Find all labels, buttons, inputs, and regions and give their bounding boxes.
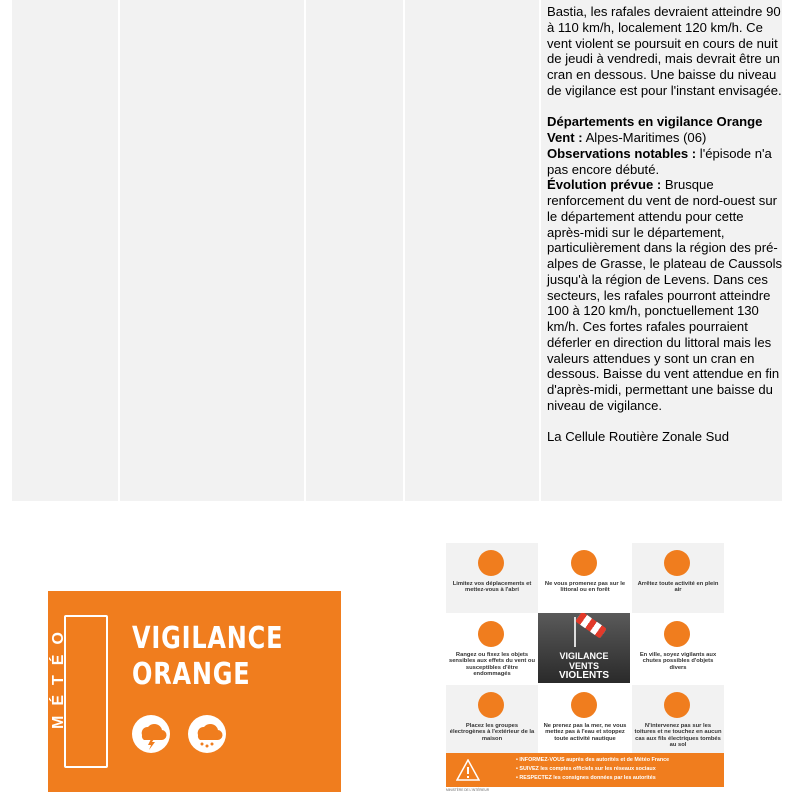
evolution-value: Brusque renforcement du vent de nord-ouest sur le département attendu pour cette après-midi sur le département, particulièrement dans la région des pré-alpes de Grasse, le plateau de Caussols jusqu'à la région de Levens. Dans ces secteurs, les rafales pourront atteindre 100 à 120 km/h, ponctuellement 130 km/h. Ces fortes rafales pourraient déferler en direction du littoral mais les valeurs attendues y sont un cran en dessous. Baisse du vent attendue en fin d'après-midi, permettant une baisse du niveau de vigilance. — [547, 177, 783, 413]
poster-cell: En ville, soyez vigilants aux chutes possibles d'objets divers — [632, 614, 724, 684]
vents-violents-poster — [446, 543, 724, 796]
table-cell-2 — [120, 0, 304, 501]
evolution-label: Évolution prévue : — [547, 177, 662, 193]
car-icon — [478, 550, 504, 576]
poster-cell: Arrêtez toute activité en plein air — [632, 543, 724, 613]
paragraph-bastia: Bastia, les rafales devraient atteindre 90 à 110 km/h, localement 120 km/h. Ce vent violent se poursuit en cours de nuit de jeudi à vendredi, mais devrait être un cran en dessous. Une baisse du niveau de vigilance est pour l'instant envisagée. — [547, 4, 782, 98]
poster-cell: Placez les groupes électrogènes à l'extérieur de la maison — [446, 685, 538, 755]
poster-cell: N'intervenez pas sur les toitures et ne touchez en aucun cas aux fils électriques tombés au sol — [632, 685, 724, 755]
poster-cell: Rangez ou fixez les objets sensibles aux effets du vent ou susceptibles d'être endommagés — [446, 614, 538, 684]
orange-title: ORANGE — [132, 657, 251, 692]
windsock-photo: VIGILANCE VENTS VIOLENTS — [538, 613, 630, 683]
bulletin-text — [547, 4, 783, 445]
poster-footer: MINISTÈRE DE L'INTÉRIEUR — [446, 788, 490, 792]
observations-value: l'épisode n'a pas encore débuté. — [547, 145, 772, 177]
sea-icon — [571, 692, 597, 718]
walker-icon — [571, 550, 597, 576]
poster-cell: Ne vous promenez pas sur le littoral ou en forêt — [539, 543, 631, 613]
roof-icon — [664, 692, 690, 718]
rain-icon — [188, 715, 226, 753]
vigilance-orange-card — [48, 591, 341, 792]
poster-cell: Limitez vos déplacements et mettez-vous à l'abri — [446, 543, 538, 613]
section-heading: Départements en vigilance Orange — [547, 114, 763, 130]
storm-icon — [132, 715, 170, 753]
poster-cell: Ne prenez pas la mer, ne vous mettez pas à l'eau et stoppez toute activité nautique — [539, 685, 631, 755]
table-cell-1 — [12, 0, 118, 501]
vent-value: Alpes-Maritimes (06) — [582, 130, 707, 145]
umbrella-icon — [478, 621, 504, 647]
vent-label: Vent : — [547, 130, 583, 145]
warning-icon — [456, 759, 480, 781]
meteo-label: MÉTÉO — [50, 622, 67, 729]
signature: La Cellule Routière Zonale Sud — [547, 429, 729, 445]
table-cell-4 — [405, 0, 539, 501]
observations-label: Observations notables : — [547, 145, 697, 161]
table-cell-3 — [306, 0, 403, 501]
generator-icon — [478, 692, 504, 718]
falling-objects-icon — [664, 621, 690, 647]
info-banner: • INFORMEZ-VOUS auprès des autorités et de Météo France • SUIVEZ les comptes officiels sur les réseaux sociaux • RESPECTEZ les consignes données par les autorités — [446, 753, 724, 787]
meteo-frame — [64, 615, 108, 768]
outdoor-activity-icon — [664, 550, 690, 576]
vigilance-title: VIGILANCE — [132, 621, 284, 656]
